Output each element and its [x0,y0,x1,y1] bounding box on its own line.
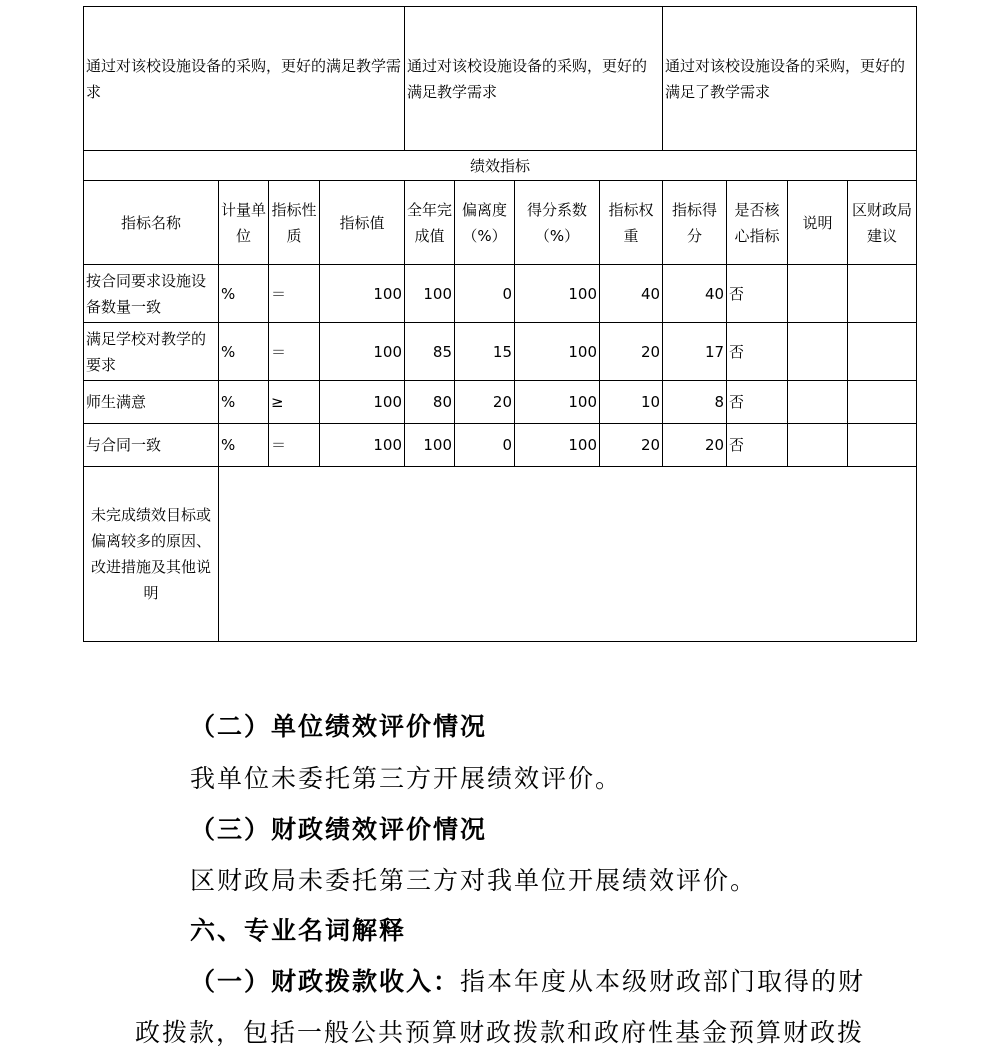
indicator-nature: ≥ [269,381,320,424]
goal-cell-plan: 通过对该校设施设备的采购，更好的满足教学需求 [84,7,405,151]
paragraph-term-1-line-1 [190,962,980,998]
indicator-deviation: 20 [455,381,515,424]
indicator-weight: 10 [600,381,663,424]
indicator-completed: 80 [405,381,455,424]
heading-terms: 六、专业名词解释 [190,916,407,945]
indicator-name: 师生满意 [84,381,219,424]
header-advice: 区财政局建议 [848,181,917,265]
indicator-target: 100 [320,323,405,381]
indicator-score: 40 [663,265,727,323]
indicator-completed: 85 [405,323,455,381]
term-label: （一）财政拨款收入： [190,967,461,996]
heading-finance-evaluation: （三）财政绩效评价情况 [190,815,488,844]
table-row [84,323,917,381]
indicator-core: 否 [727,381,788,424]
indicator-coefficient: 100 [515,265,600,323]
indicator-target: 100 [320,381,405,424]
indicator-deviation: 0 [455,265,515,323]
indicator-nature: ＝ [269,265,320,323]
remark-label: 未完成绩效目标或偏离较多的原因、改进措施及其他说明 [84,467,219,642]
indicator-core: 否 [727,424,788,467]
indicator-note [788,323,848,381]
header-row [84,181,917,265]
indicator-completed: 100 [405,424,455,467]
table-row [84,424,917,467]
indicator-name: 满足学校对教学的要求 [84,323,219,381]
indicator-advice [848,323,917,381]
paragraph-unit-evaluation: 我单位未委托第三方开展绩效评价。 [190,764,623,793]
indicator-advice [848,424,917,467]
header-core: 是否核心指标 [727,181,788,265]
indicator-weight: 20 [600,424,663,467]
goal-cell-expected: 通过对该校设施设备的采购，更好的满足教学需求 [405,7,663,151]
indicator-completed: 100 [405,265,455,323]
indicator-weight: 40 [600,265,663,323]
goal-cell-actual: 通过对该校设施设备的采购，更好的满足了教学需求 [663,7,917,151]
header-deviation: 偏离度（%） [455,181,515,265]
indicator-target: 100 [320,265,405,323]
indicator-coefficient: 100 [515,424,600,467]
header-score: 指标得分 [663,181,727,265]
indicator-weight: 20 [600,323,663,381]
goal-row [84,7,917,151]
indicator-note [788,381,848,424]
indicator-unit: % [219,424,269,467]
table-row [84,381,917,424]
paragraph-term-1-line-2: 政拨款，包括一般公共预算财政拨款和政府性基金预算财政拨 [135,1018,865,1047]
indicator-target: 100 [320,424,405,467]
indicator-name: 与合同一致 [84,424,219,467]
header-completed: 全年完成值 [405,181,455,265]
header-target: 指标值 [320,181,405,265]
header-weight: 指标权重 [600,181,663,265]
table-row [84,265,917,323]
indicator-coefficient: 100 [515,381,600,424]
indicator-score: 8 [663,381,727,424]
indicator-deviation: 0 [455,424,515,467]
indicator-note [788,424,848,467]
indicator-core: 否 [727,323,788,381]
header-note: 说明 [788,181,848,265]
indicator-core: 否 [727,265,788,323]
paragraph-finance-evaluation: 区财政局未委托第三方对我单位开展绩效评价。 [190,866,758,895]
section-title-row [84,151,917,181]
indicator-coefficient: 100 [515,323,600,381]
remark-value [219,467,917,642]
heading-unit-evaluation: （二）单位绩效评价情况 [190,712,488,741]
header-indicator-name: 指标名称 [84,181,219,265]
indicator-unit: % [219,323,269,381]
indicator-unit: % [219,265,269,323]
remark-row [84,467,917,642]
header-unit: 计量单位 [219,181,269,265]
indicator-score: 17 [663,323,727,381]
performance-table [83,6,917,642]
indicator-nature: ＝ [269,424,320,467]
indicator-name: 按合同要求设施设备数量一致 [84,265,219,323]
indicator-score: 20 [663,424,727,467]
indicator-advice [848,265,917,323]
indicator-advice [848,381,917,424]
indicator-nature: ＝ [269,323,320,381]
header-nature: 指标性质 [269,181,320,265]
indicator-note [788,265,848,323]
header-coefficient: 得分系数（%） [515,181,600,265]
indicator-deviation: 15 [455,323,515,381]
term-definition: 指本年度从本级财政部门取得的财 [460,967,866,996]
section-title: 绩效指标 [84,151,917,181]
indicator-unit: % [219,381,269,424]
